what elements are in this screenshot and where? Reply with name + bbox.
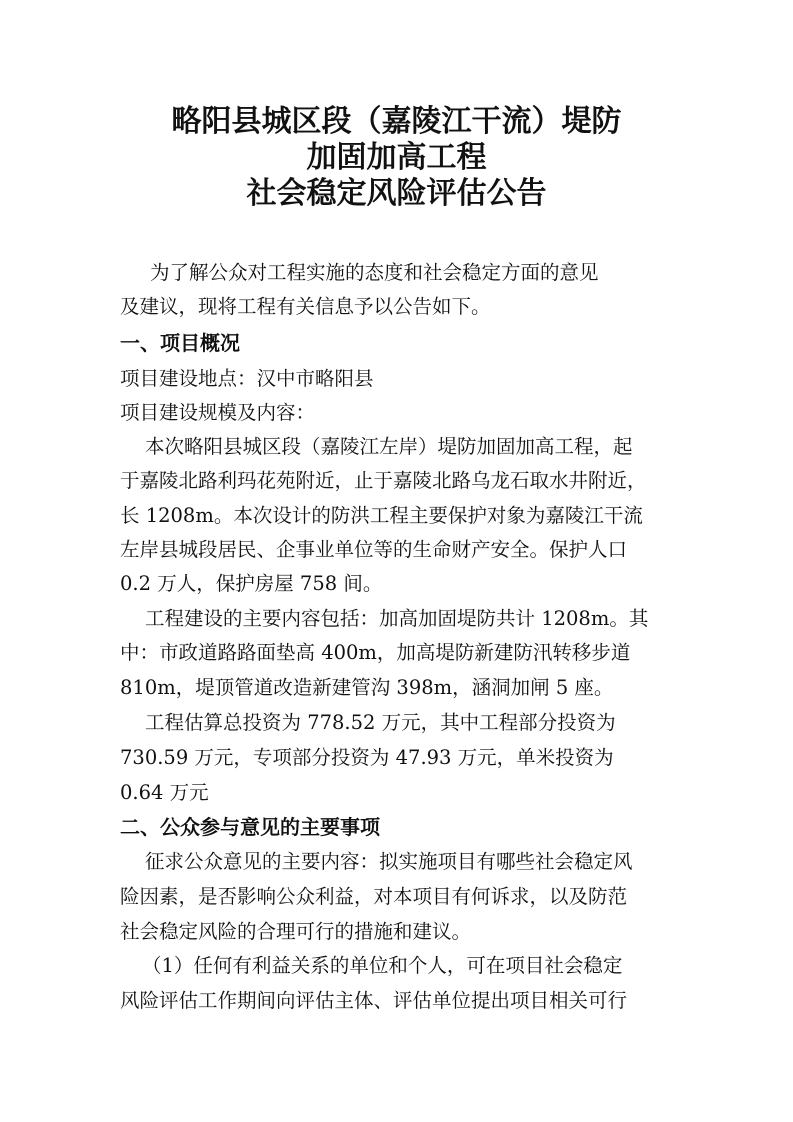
consultation-line-1: 征求公众意见的主要内容：拟实施项目有哪些社会稳定风 — [145, 850, 633, 873]
consultation-line-2: 险因素，是否影响公众利益，对本项目有何诉求，以及防范 — [120, 885, 628, 908]
content-line-2: 中：市政道路路面垫高 400m，加高堤防新建防汛转移步道 — [120, 641, 631, 664]
item-1-line-1: （1）任何有利益关系的单位和个人，可在项目社会稳定 — [142, 954, 623, 977]
project-scale-label: 项目建设规模及内容： — [120, 401, 316, 424]
scope-line-5: 0.2 万人，保护房屋 758 间。 — [120, 572, 383, 595]
intro-line-1: 为了解公众对工程实施的态度和社会稳定方面的意见 — [150, 261, 599, 284]
scope-line-2: 于嘉陵北路利玛花苑附近，止于嘉陵北路乌龙石取水井附近， — [120, 469, 647, 492]
scope-line-1: 本次略阳县城区段（嘉陵江左岸）堤防加固加高工程，起 — [145, 435, 633, 458]
project-location: 项目建设地点：汉中市略阳县 — [120, 367, 374, 390]
page-title-line-2: 加固加高工程 — [306, 140, 487, 175]
content-line-3: 810m，堤顶管道改造新建管沟 398m，涵洞加闸 5 座。 — [120, 676, 614, 699]
investment-line-2: 730.59 万元，专项部分投资为 47.93 万元，单米投资为 — [120, 746, 614, 769]
section-heading-overview: 一、项目概况 — [120, 331, 240, 355]
page-title-line-3: 社会稳定风险评估公告 — [246, 176, 547, 211]
consultation-line-3: 社会稳定风险的合理可行的措施和建议。 — [120, 920, 472, 943]
investment-line-3: 0.64 万元 — [120, 781, 209, 804]
intro-line-2: 及建议，现将工程有关信息予以公告如下。 — [120, 295, 491, 318]
section-heading-public-participation: 二、公众参与意见的主要事项 — [120, 815, 380, 839]
scope-line-3: 长 1208m。本次设计的防洪工程主要保护对象为嘉陵江干流 — [120, 504, 643, 527]
investment-line-1: 工程估算总投资为 778.52 万元，其中工程部分投资为 — [145, 711, 616, 734]
page-title-line-1: 略阳县城区段（嘉陵江干流）堤防 — [171, 104, 622, 139]
content-line-1: 工程建设的主要内容包括：加高加固堤防共计 1208m。其 — [145, 607, 649, 630]
scope-line-4: 左岸县城段居民、企事业单位等的生命财产安全。保护人口 — [120, 538, 628, 561]
item-1-line-2: 风险评估工作期间向评估主体、评估单位提出项目相关可行 — [120, 989, 628, 1012]
